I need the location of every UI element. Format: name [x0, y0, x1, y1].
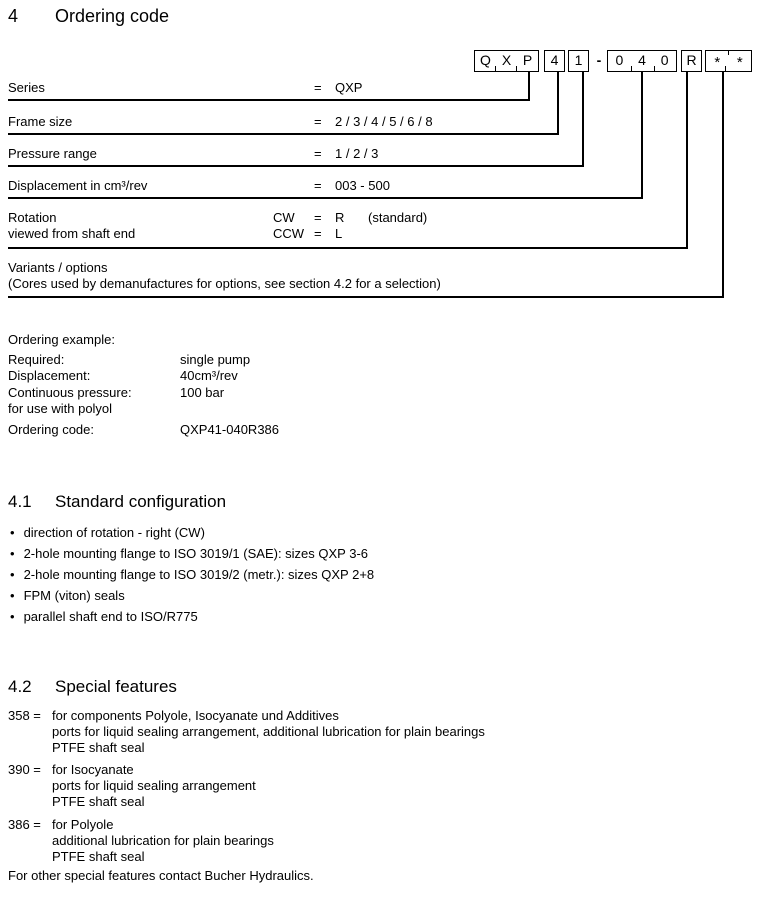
rotation-cw-value: R	[335, 210, 345, 225]
section-42-heading	[8, 677, 177, 696]
row-series-label: Series	[8, 80, 45, 95]
rotation-ccw-label: CCW	[273, 226, 305, 241]
example-value: QXP41-040R386	[180, 422, 280, 437]
page-title: Ordering code	[55, 6, 170, 26]
ordering-example-title: Ordering example:	[8, 332, 115, 347]
bullet-item	[10, 609, 198, 624]
row-pressure-range-value: 1 / 2 / 3	[335, 146, 379, 161]
rule-pressure-range	[8, 165, 584, 167]
section-42-number: 4.2	[8, 677, 32, 696]
heading-number: 4	[8, 6, 19, 26]
code-char-variants-2: *	[736, 54, 743, 71]
row-frame-size-value: 2 / 3 / 4 / 5 / 6 / 8	[335, 114, 433, 129]
connector-frame-size	[557, 71, 559, 135]
example-label: Continuous pressure:	[8, 385, 132, 400]
row-rotation-label-line1: Rotation	[8, 210, 57, 225]
feature-line: PTFE shaft seal	[52, 740, 145, 755]
rule-variants	[8, 296, 724, 298]
feature-description	[52, 817, 274, 865]
bullet-text: parallel shaft end to ISO/R775	[23, 609, 198, 624]
code-char-displacement-1: 0	[615, 52, 624, 68]
bullet-item	[10, 525, 205, 540]
example-label: Required:	[8, 352, 65, 367]
code-char-displacement-3: 0	[660, 52, 669, 68]
connector-displacement	[641, 71, 643, 199]
feature-line: PTFE shaft seal	[52, 849, 145, 864]
cell-separator-tick	[654, 66, 655, 72]
rule-frame-size	[8, 133, 559, 135]
bullet-text: 2-hole mounting flange to ISO 3019/1 (SAE): sizes QXP 3-6	[23, 546, 369, 561]
rule-rotation	[8, 247, 688, 249]
code-char-variants-1: *	[714, 54, 721, 71]
code-char-pressure-range: 1	[574, 52, 583, 68]
cell-separator-tick	[631, 66, 632, 72]
feature-line: PTFE shaft seal	[52, 794, 145, 809]
bullet-item	[10, 546, 368, 561]
code-box-displacement	[607, 50, 677, 72]
bullet-item	[10, 567, 374, 582]
row-series-equals: =	[314, 80, 322, 95]
bullet-dot-icon: •	[10, 567, 15, 582]
rule-displacement	[8, 197, 643, 199]
row-series-value: QXP	[335, 80, 363, 95]
bullet-dot-icon: •	[10, 609, 15, 624]
connector-variants	[722, 71, 724, 298]
code-char-frame-size: 4	[550, 52, 559, 68]
code-char-series-2: X	[501, 52, 512, 68]
example-value: 40cm³/rev	[180, 368, 238, 383]
row-displacement-label: Displacement in cm³/rev	[8, 178, 148, 193]
code-box-rotation	[681, 50, 702, 72]
row-pressure-range-label: Pressure range	[8, 146, 97, 161]
bullet-dot-icon: •	[10, 588, 15, 603]
feature-code: 390 =	[8, 762, 41, 777]
bullet-dot-icon: •	[10, 546, 15, 561]
connector-rotation	[686, 71, 688, 249]
code-box-frame-size	[544, 50, 565, 72]
bullet-text: direction of rotation - right (CW)	[23, 525, 205, 540]
rotation-cw-equals: =	[314, 210, 322, 225]
row-pressure-range-equals: =	[314, 146, 322, 161]
code-hyphen: -	[596, 52, 602, 68]
row-rotation-label-line2: viewed from shaft end	[8, 226, 136, 241]
cell-separator-tick	[516, 66, 517, 72]
feature-line: for components Polyole, Isocyanate und Additives	[52, 708, 339, 723]
code-box-pressure-range	[568, 50, 589, 72]
code-box-series	[474, 50, 539, 72]
section-41-heading	[8, 492, 226, 511]
rotation-cw-note: (standard)	[368, 210, 428, 225]
section-41-number: 4.1	[8, 492, 32, 511]
cell-separator-tick	[725, 66, 726, 72]
rotation-ccw-equals: =	[314, 226, 322, 241]
connector-pressure-range	[582, 71, 584, 167]
section-42-title: Special features	[55, 677, 177, 696]
code-box-variants	[705, 50, 752, 72]
row-frame-size-label: Frame size	[8, 114, 73, 129]
feature-line: for Isocyanate	[52, 762, 134, 777]
example-value: 100 bar	[180, 385, 225, 400]
feature-description	[52, 762, 256, 810]
page-heading	[8, 6, 169, 26]
row-frame-size-equals: =	[314, 114, 322, 129]
rotation-ccw-value: L	[335, 226, 343, 241]
feature-code: 358 =	[8, 708, 41, 723]
example-label: Ordering code:	[8, 422, 94, 437]
example-value: single pump	[180, 352, 251, 367]
code-char-series-1: Q	[480, 52, 491, 68]
bullet-item	[10, 588, 125, 603]
section-41-title: Standard configuration	[55, 492, 227, 511]
connector-series	[528, 71, 530, 101]
rule-series	[8, 99, 530, 101]
code-char-series-3: P	[522, 52, 533, 68]
rotation-cw-label: CW	[273, 210, 295, 225]
cell-separator-tick	[495, 66, 496, 72]
code-char-rotation: R	[686, 52, 697, 68]
row-variants-label-line2: (Cores used by demanufactures for options, see section 4.2 for a selection)	[8, 276, 441, 291]
bullet-dot-icon: •	[10, 525, 15, 540]
bullet-text: FPM (viton) seals	[23, 588, 125, 603]
row-variants-label-line1: Variants / options	[8, 260, 108, 275]
bullet-text: 2-hole mounting flange to ISO 3019/2 (metr.): sizes QXP 2+8	[23, 567, 375, 582]
special-features-footer: For other special features contact Bucher Hydraulics.	[8, 868, 314, 883]
feature-line: additional lubrication for plain bearings	[52, 833, 274, 848]
feature-line: ports for liquid sealing arrangement, additional lubrication for plain bearings	[52, 724, 485, 739]
feature-code: 386 =	[8, 817, 41, 832]
code-char-displacement-2: 4	[638, 52, 646, 68]
example-label: for use with polyol	[8, 401, 113, 416]
feature-line: ports for liquid sealing arrangement	[52, 778, 256, 793]
feature-line: for Polyole	[52, 817, 114, 832]
row-displacement-equals: =	[314, 178, 322, 193]
row-displacement-value: 003 - 500	[335, 178, 390, 193]
example-label: Displacement:	[8, 368, 91, 383]
feature-description	[52, 708, 485, 756]
cell-separator-tick	[728, 50, 729, 55]
